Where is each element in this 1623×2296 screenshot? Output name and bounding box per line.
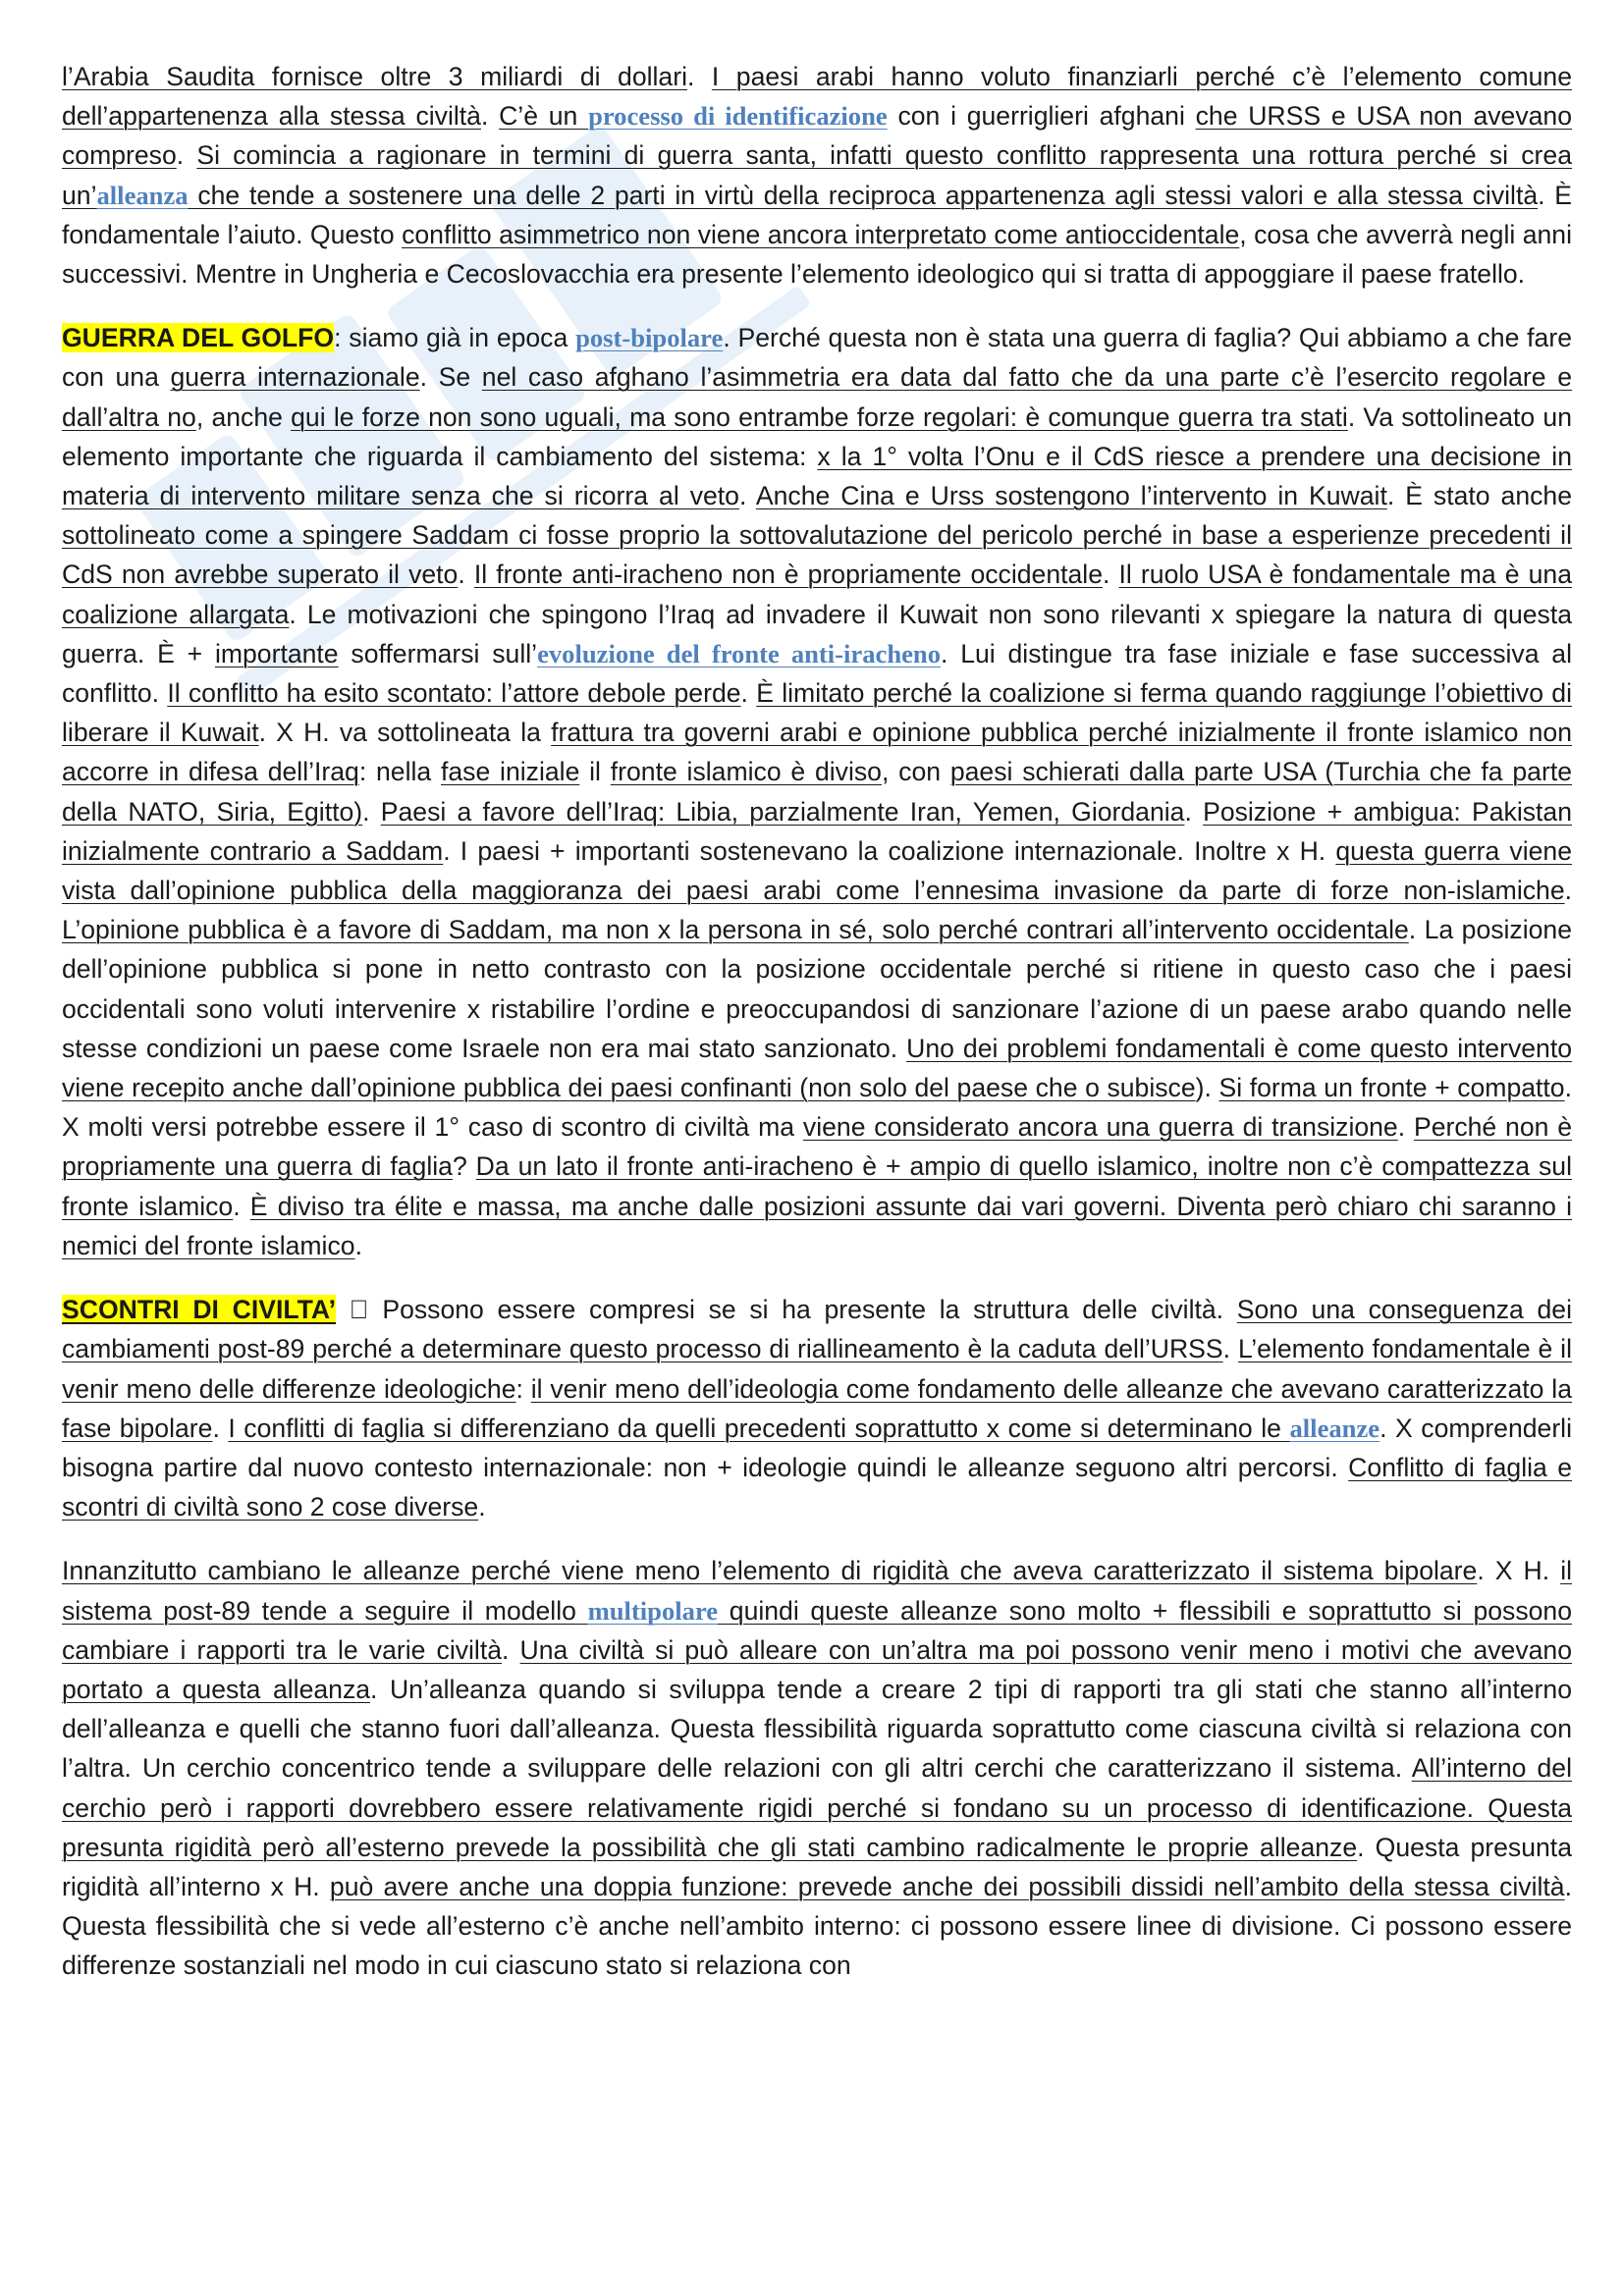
underlined-text: Il ruolo USA è fondamentale ma è una coalizione allargata xyxy=(62,560,1573,629)
underlined-text: che tende a sostenere una delle 2 parti in virtù della reciproca appartenenza agli stessi valori e alla stessa civiltà xyxy=(188,180,1539,210)
text-run: . xyxy=(740,678,757,709)
text-run: . xyxy=(362,796,381,827)
underlined-text: Sono una conseguenza dei cambiamenti post-89 perché a determinare questo processo di riallineamento è la caduta dell’URSS xyxy=(62,1295,1572,1364)
underlined-text: L’elemento fondamentale è il venir meno delle differenze ideologiche xyxy=(62,1334,1572,1404)
underlined-text: Paesi a favore dell’Iraq: Libia, parzialmente Iran, Yemen, Giordania xyxy=(380,796,1185,827)
underlined-text: Da un lato il fronte anti-iracheno è + ampio di quello islamico, inoltre non c’è compattezza sul fronte islamico xyxy=(62,1151,1573,1221)
text-run: . Questa presunta rigidità all’interno x H. xyxy=(62,1832,1572,1901)
underlined-text: È limitato perché la coalizione si ferma quando raggiunge l’obiettivo di liberare il Kuwait xyxy=(62,678,1572,748)
underlined-text: importante xyxy=(214,638,339,668)
text-run: ). xyxy=(1195,1073,1219,1103)
text-run: . xyxy=(1184,796,1204,827)
text-run: , cosa che avverrà negli anni successivi. Mentre in Ungheria e Cecoslovacchia era presente l’elemento ideologico qui si tratta di appoggiare il paese fratello. xyxy=(62,219,1572,290)
text-run: . xyxy=(458,560,474,590)
underlined-text: che URSS e USA non avevano compreso xyxy=(62,101,1573,171)
underlined-text: Si comincia a ragionare in termini di guerra santa, infatti questo conflitto rappresenta una rottura perché si crea un’ xyxy=(62,140,1572,210)
underlined-text: I paesi arabi hanno voluto finanziarli perché c’è l’elemento comune dell’appartenenza alla stessa civiltà xyxy=(62,62,1573,132)
underlined-text: l’Arabia Saudita fornisce oltre 3 miliardi di dollari xyxy=(62,62,687,91)
text-run: soffermarsi sull’ xyxy=(338,638,538,668)
underlined-text: Il fronte anti-iracheno non è propriamente occidentale xyxy=(473,560,1103,590)
text-run: . xyxy=(738,481,756,511)
text-run: . X molti versi potrebbe essere il 1° caso di scontro di civiltà ma xyxy=(62,1073,1572,1143)
text-run: . xyxy=(233,1191,250,1221)
underlined-text: questa guerra viene vista dall’opinione pubblica della maggioranza dei paesi arabi come l’ennesima invasione da parte di forze non-islamiche xyxy=(62,835,1572,906)
keyword-link[interactable]: alleanze xyxy=(1289,1413,1380,1443)
text-run: . Perché questa non è stata una guerra di faglia? Qui abbiamo a che fare con una xyxy=(62,323,1572,393)
text-run: : siamo già in epoca xyxy=(334,323,576,353)
underlined-text: Innanzitutto cambiano le alleanze perché viene meno l’elemento di rigidità che aveva caratterizzato il sistema bipolare xyxy=(62,1556,1478,1586)
text-run: . Questa flessibilità che si vede all’esterno c’è anche nell’ambito interno: ci possono essere linee di divisione. Ci possono essere differenze sostanziali nel modo in cui ciascuno stato si relaziona con xyxy=(62,1871,1572,1981)
underlined-text: Perché non è propriamente una guerra di faglia xyxy=(62,1112,1573,1182)
underlined-text: Uno dei problemi fondamentali è come questo intervento viene recepito anche dall’opinione pubblica dei paesi confinanti (non solo del paese che o subisce xyxy=(62,1033,1572,1103)
section-heading: SCONTRI DI CIVILTA’ xyxy=(62,1295,337,1325)
document-page xyxy=(62,57,1572,2010)
text-run: . È fondamentale l’aiuto. Questo xyxy=(62,180,1573,249)
text-run: . Va sottolineato un elemento importante che riguarda il cambiamento del sistema: xyxy=(62,401,1573,471)
underlined-text: viene considerato ancora una guerra di transizione xyxy=(802,1112,1398,1143)
text-run: . Lui distingue tra fase iniziale e fase successiva al conflitto. xyxy=(62,638,1573,709)
text-run: . xyxy=(354,1230,362,1260)
underlined-text: Posizione + ambigua: Pakistan inizialmente contrario a Saddam xyxy=(62,796,1573,866)
keyword-link[interactable]: alleanza xyxy=(96,180,189,210)
keyword-link[interactable]: multipolare xyxy=(587,1595,719,1626)
text-run: . xyxy=(212,1413,229,1443)
underlined-text: paesi schierati dalla parte USA (Turchia che fa parte della NATO, Siria, Egitto) xyxy=(62,757,1572,827)
text-run: , con xyxy=(881,757,950,787)
text-run: . X comprenderli bisogna partire dal nuovo contesto internazionale: non + ideologie quindi le alleanze seguono altri percorsi. xyxy=(62,1413,1573,1482)
text-run: . È stato anche xyxy=(1386,481,1573,511)
underlined-text: x la 1° volta l’Onu e il CdS riesce a prendere una decisione in materia di intervento militare senza che si ricorra al veto xyxy=(62,441,1572,511)
paragraph-p2 xyxy=(62,318,1572,1265)
text-run: ? xyxy=(452,1151,476,1182)
paragraph-p4 xyxy=(62,1551,1572,1985)
text-run: . X H. xyxy=(1477,1556,1561,1586)
underlined-text: Conflitto di faglia e scontri di civiltà sono 2 cose diverse xyxy=(62,1452,1572,1522)
underlined-text: il sistema post-89 tende a seguire il modello xyxy=(62,1556,1573,1626)
text-run: : xyxy=(515,1373,531,1404)
text-run: . La posizione dell’opinione pubblica si pone in netto contrasto con la posizione occidentale perché si ritiene in questo caso che i paesi occidentali sono voluti intervenire x ristabilire l’ordine e preoccupandosi di sanzionare l’azione di un paese arabo quando nelle stesse condizioni un paese come Israele non era mai stato sanzionato. xyxy=(62,915,1573,1063)
text-run: . xyxy=(1222,1334,1238,1364)
underlined-text: C’è un xyxy=(499,101,589,132)
underlined-text: Una civiltà si può alleare con un’altra ma poi possono venir meno i motivi che avevano portato a questa alleanza xyxy=(62,1634,1573,1704)
underlined-text: È diviso tra élite e massa, ma anche dalle posizioni assunte dai vari governi. Diventa però chiaro chi saranno i nemici del fronte islamico xyxy=(62,1191,1573,1260)
text-run: . xyxy=(687,62,712,91)
underlined-text: qui le forze non sono uguali, ma sono entrambe forze regolari: è comunque guerra tra stati xyxy=(291,401,1348,432)
underlined-text: conflitto asimmetrico non viene ancora interpretato come antioccidentale xyxy=(402,219,1240,249)
text-run: , anche xyxy=(195,401,292,432)
text-run: : nella xyxy=(358,757,441,787)
text-run: . X H. va sottolineata la xyxy=(258,718,552,748)
keyword-link[interactable]: evoluzione del fronte anti-iracheno xyxy=(537,638,942,668)
keyword-link[interactable]: post-bipolare xyxy=(575,323,724,353)
text-run: . Le motivazioni che spingono l’Iraq ad invadere il Kuwait non sono rilevanti x spiegare la natura di questa guerra. È + xyxy=(62,599,1573,668)
text-run: . xyxy=(1397,1112,1414,1143)
keyword-link[interactable]: processo di identificazione xyxy=(588,101,888,132)
text-run: . Un’alleanza quando si sviluppa tende a creare 2 tipi di rapporti tra gli stati che stanno all’interno dell’alleanza e quelli che stanno fuori dall’alleanza. Questa flessibilità riguarda soprattutto come ciascuna civiltà si relaziona con l’altra. Un cerchio concentrico tende a sviluppare delle relazioni con gli altri cerchi che caratterizzano il sistema. xyxy=(62,1674,1572,1784)
text-run: . I paesi + importanti sostenevano la coalizione internazionale. Inoltre x H. xyxy=(443,835,1336,866)
underlined-text: frattura tra governi arabi e opinione pubblica perché inizialmente il fronte islamico non accorre in difesa dell’Iraq xyxy=(62,718,1572,787)
paragraph-p1 xyxy=(62,57,1572,294)
underlined-text: All’interno del cerchio però i rapporti dovrebbero essere relativamente rigidi perché si fondano su un processo di identificazione. Questa presunta rigidità però all’esterno prevede la possibilità che gli stati cambino radicalmente le proprie alleanze xyxy=(62,1753,1572,1862)
underlined-text: il venir meno dell’ideologia come fondamento delle alleanze che avevano caratterizzato la fase bipolare xyxy=(62,1373,1572,1443)
underlined-text: L’opinione pubblica è a favore di Saddam, ma non x la persona in sé, solo perché contrari all’intervento occidentale xyxy=(62,915,1409,945)
underlined-text: guerra internazionale xyxy=(170,362,420,393)
underlined-text: sottolineato come a spingere Saddam ci fosse proprio la sottovalutazione del pericolo perché in base a esperienze precedenti il CdS non avrebbe superato il veto xyxy=(62,520,1572,590)
underlined-text: I conflitti di faglia si differenziano da quelli precedenti soprattutto x come si determinano le xyxy=(228,1413,1290,1443)
underlined-text: Il conflitto ha esito scontato: l’attore debole perde xyxy=(167,678,741,709)
section-heading: GUERRA DEL GOLFO xyxy=(62,323,335,353)
text-run: . xyxy=(478,1492,486,1522)
text-run: . xyxy=(176,140,197,171)
underlined-text: fronte islamico è diviso xyxy=(610,757,882,787)
underlined-text: fase iniziale xyxy=(441,757,580,787)
text-run: . Se xyxy=(419,362,482,393)
paragraph-p3 xyxy=(62,1290,1572,1526)
text-run: . xyxy=(1564,876,1572,906)
underlined-text: Si forma un fronte + compatto xyxy=(1218,1073,1565,1103)
text-run: Possono essere compresi se si ha presente la struttura delle civiltà. xyxy=(339,1295,1231,1325)
underlined-text: quindi queste alleanze sono molto + flessibili e soprattutto si possono cambiare i rapporti tra le varie civiltà xyxy=(62,1595,1572,1665)
underlined-text: può avere anche una doppia funzione: prevede anche dei possibili dissidi nell’ambito della stessa civiltà xyxy=(329,1871,1565,1901)
text-run: con i guerriglieri afghani xyxy=(887,101,1196,132)
text-run: . xyxy=(480,101,500,132)
underlined-text: Anche Cina e Urss sostengono l’intervento in Kuwait xyxy=(755,481,1387,511)
text-run: il xyxy=(579,757,611,787)
text-run: . xyxy=(1103,560,1119,590)
underlined-text: nel caso afghano l’asimmetria era data dal fatto che da una parte c’è l’esercito regolare e dall’altra no xyxy=(62,362,1572,432)
text-run: . xyxy=(502,1634,520,1665)
